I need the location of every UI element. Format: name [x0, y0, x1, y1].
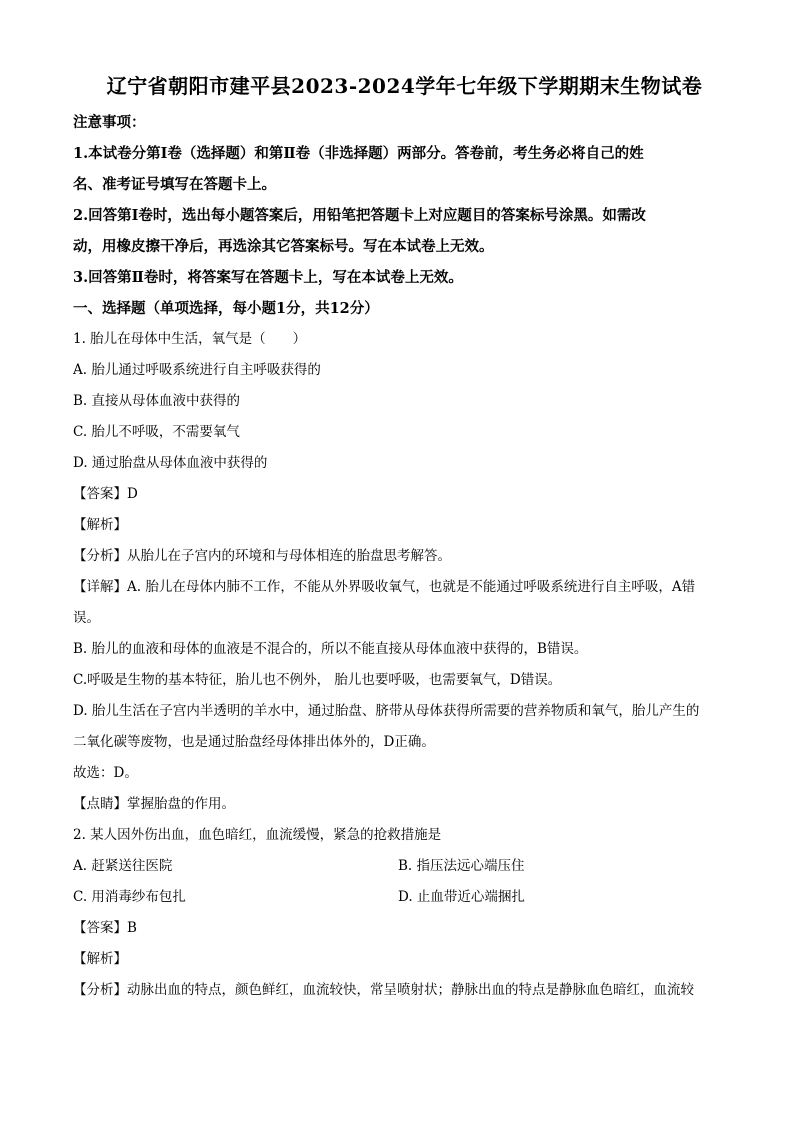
question-1-xiangjie-b: 误。 [73, 610, 100, 626]
notice-item-3: 3.回答第Ⅱ卷时，将答案写在答题卡上，写在本试卷上无效。 [73, 269, 463, 286]
notice-heading: 注意事项： [73, 114, 146, 131]
question-2-options-row-2 [73, 882, 736, 913]
question-1-option-c: C. 胎儿不呼吸，不需要氧气 [73, 424, 240, 440]
question-1-explain-b: B. 胎儿的血液和母体的血液是不混合的，所以不能直接从母体血液中获得的，B错误。 [73, 641, 588, 657]
question-1-option-b: B. 直接从母体血液中获得的 [73, 393, 241, 409]
question-1-explain-d-b: 二氧化碳等废物，也是通过胎盘经母体排出体外的，D正确。 [73, 734, 435, 750]
question-2-answer: 【答案】B [73, 920, 137, 936]
notice-item-2b: 动，用橡皮擦干净后，再选涂其它答案标号。写在本试卷上无效。 [73, 238, 494, 255]
question-2-option-c: C. 用消毒纱布包扎 [73, 889, 186, 905]
question-2-stem: 2. 某人因外伤出血，血色暗红，血流缓慢，紧急的抢救措施是 [73, 827, 442, 843]
question-1-fenxi: 【分析】从胎儿在子宫内的环境和与母体相连的胎盘思考解答。 [73, 548, 451, 564]
question-1-explain-d-a: D. 胎儿生活在子宫内半透明的羊水中，通过胎盘、脐带从母体获得所需要的营养物质和氧气，胎儿产生的 [73, 703, 700, 719]
question-2-options-row-1 [73, 851, 736, 882]
notice-item-2a: 2.回答第Ⅰ卷时，选出每小题答案后，用铅笔把答题卡上对应题目的答案标号涂黑。如需改 [73, 207, 646, 224]
notice-item-1b: 名、准考证号填写在答题卡上。 [73, 176, 276, 193]
question-2-option-a: A. 赶紧送往医院 [73, 858, 173, 874]
question-2-analysis-heading: 【解析】 [73, 951, 127, 967]
question-1-xiangjie-a: 【详解】A. 胎儿在母体内肺不工作，不能从外界吸收氧气，也就是不能通过呼吸系统进行自主呼吸，A错 [73, 579, 696, 595]
question-1-explain-c: C.呼吸是生物的基本特征，胎儿也不例外， 胎儿也要呼吸，也需要氧气，D错误。 [73, 672, 562, 688]
question-1-dianjing: 【点睛】掌握胎盘的作用。 [73, 796, 235, 812]
question-1-analysis-heading: 【解析】 [73, 517, 127, 533]
question-2-option-d: D. 止血带近心端捆扎 [398, 889, 525, 905]
question-1-choice: 故选：D。 [73, 765, 138, 781]
question-2-option-b: B. 指压法远心端压住 [398, 858, 525, 874]
question-1-answer: 【答案】D [73, 486, 138, 502]
notice-item-1a: 1.本试卷分第Ⅰ卷（选择题）和第Ⅱ卷（非选择题）两部分。答卷前，考生务必将自己的姓 [73, 145, 644, 162]
page-title: 辽宁省朝阳市建平县2023-2024学年七年级下学期期末生物试卷 [106, 74, 703, 98]
section-heading: 一、选择题（单项选择，每小题1分，共12分） [73, 300, 379, 317]
question-1-stem: 1. 胎儿在母体中生活，氧气是（ ） [73, 331, 307, 347]
question-2-fenxi: 【分析】动脉出血的特点，颜色鲜红，血流较快，常呈喷射状；静脉出血的特点是静脉血色暗红，血流较 [73, 982, 694, 998]
question-1-option-a: A. 胎儿通过呼吸系统进行自主呼吸获得的 [73, 362, 321, 378]
question-1-option-d: D. 通过胎盘从母体血液中获得的 [73, 455, 268, 471]
